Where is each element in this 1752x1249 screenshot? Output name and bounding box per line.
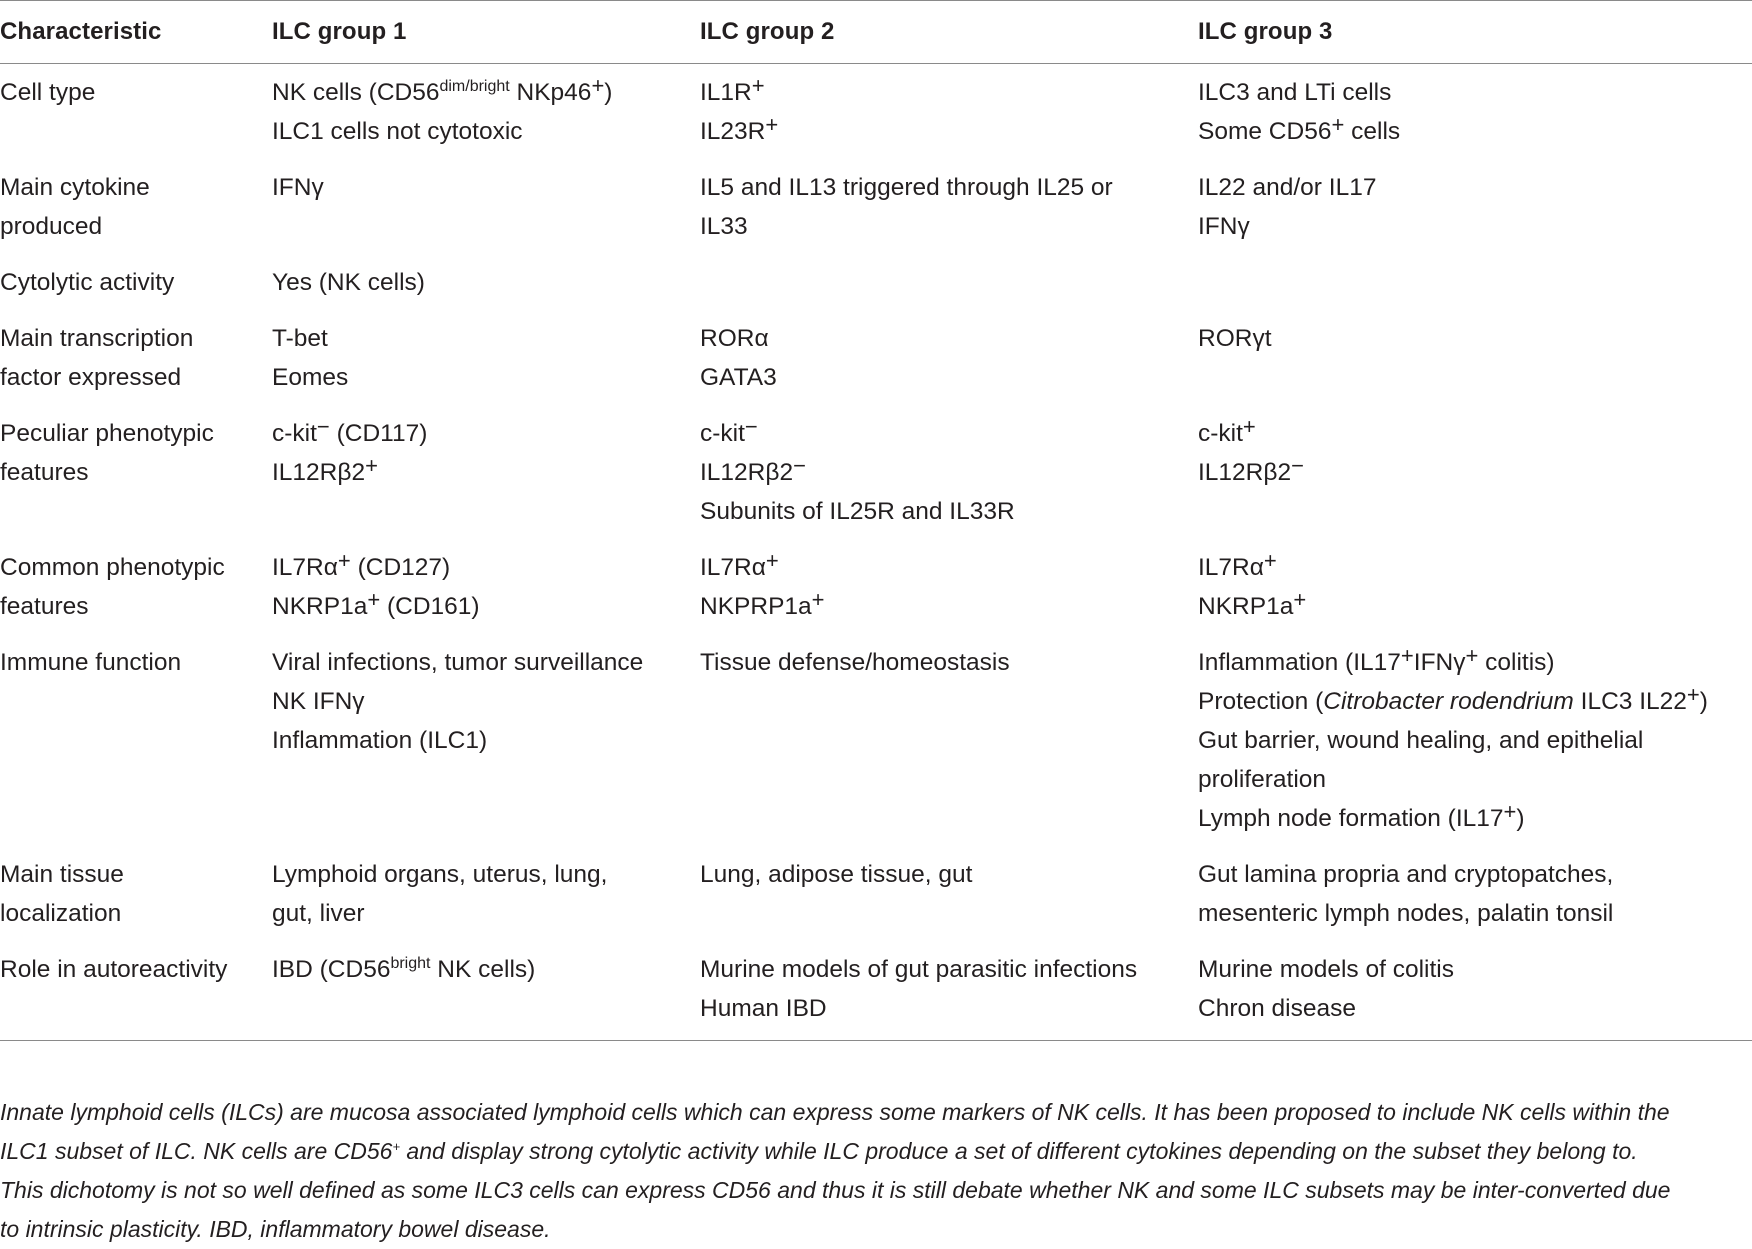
cell-line: T-bet (272, 325, 328, 352)
header-ilc-group-2: ILC group 2 (700, 18, 835, 45)
cell-ilc-group-1 (272, 846, 700, 941)
cell-characteristic (0, 64, 272, 160)
cell-line: Gut lamina propria and cryptopatches, (1198, 861, 1614, 888)
cell-line: IL33 (700, 213, 748, 240)
cell-line: Protection (Citrobacter rodendrium ILC3 IL22+) (1198, 682, 1708, 715)
cell-ilc-group-2 (700, 846, 1198, 941)
table-row (0, 254, 1752, 310)
cell-ilc-group-1 (272, 310, 700, 405)
cell-ilc-group-1 (272, 539, 700, 634)
cell-line: c-kit+ (1198, 414, 1256, 447)
cell-line: c-kit− (CD117) (272, 414, 428, 447)
cell-line: Inflammation (IL17+IFNγ+ colitis) (1198, 643, 1555, 676)
table-row (0, 941, 1752, 1041)
header-row (0, 1, 1752, 64)
cell-line: Lung, adipose tissue, gut (700, 861, 973, 888)
cell-ilc-group-2 (700, 159, 1198, 254)
cell-line: NKPRP1a+ (700, 587, 825, 620)
table-row (0, 310, 1752, 405)
cell-ilc-group-1 (272, 254, 700, 310)
footnote-line: ILC1 subset of ILC. NK cells are CD56+ and display strong cytolytic activity while ILC produce a set of different cytokines depending on the subset they belong to. (0, 1138, 1638, 1164)
cell-line: proliferation (1198, 766, 1327, 793)
cell-line: ILC3 and LTi cells (1198, 79, 1392, 106)
cell-line: Main cytokine (0, 174, 150, 201)
cell-line: IBD ($CD56^{bright}$ NK cells) (272, 955, 536, 983)
cell-characteristic (0, 159, 272, 254)
cell-line: mesenteric lymph nodes, palatin tonsil (1198, 900, 1614, 927)
cell-ilc-group-2 (700, 254, 1198, 310)
cell-line: NKRP1a+ (CD161) (272, 587, 480, 620)
table-row (0, 634, 1752, 846)
table-row (0, 405, 1752, 539)
cell-line: IL23R+ (700, 112, 779, 145)
cell-line: Yes (NK cells) (272, 269, 425, 296)
cell-ilc-group-1 (272, 159, 700, 254)
cell-line: IL12Rβ2− (700, 453, 806, 486)
cell-line: Some CD56+ cells (1198, 112, 1401, 145)
cell-ilc-group-2 (700, 64, 1198, 160)
cell-ilc-group-3 (1198, 64, 1752, 160)
cell-ilc-group-2 (700, 634, 1198, 846)
table-row (0, 64, 1752, 160)
table-row (0, 846, 1752, 941)
cell-line: Murine models of gut parasitic infections (700, 956, 1138, 983)
footnote-line: Innate lymphoid cells (ILCs) are mucosa associated lymphoid cells which can express some markers of NK cells. It has been proposed to include NK cells within the (0, 1099, 1670, 1125)
cell-line: produced (0, 213, 103, 240)
cell-ilc-group-1 (272, 941, 700, 1041)
cell-line: RORα (700, 325, 769, 352)
cell-characteristic (0, 254, 272, 310)
cell-ilc-group-2 (700, 405, 1198, 539)
cell-line: RORγt (1198, 325, 1272, 352)
cell-line: IFNγ (1198, 213, 1250, 240)
cell-line: Chron disease (1198, 995, 1356, 1022)
cell-line: Common phenotypic (0, 554, 225, 581)
cell-ilc-group-3 (1198, 254, 1752, 310)
cell-characteristic (0, 539, 272, 634)
cell-line: GATA3 (700, 364, 777, 391)
header-ilc-group-1: ILC group 1 (272, 18, 407, 45)
cell-line: IFNγ (272, 174, 324, 201)
cell-ilc-group-2 (700, 941, 1198, 1041)
cell-line: Murine models of colitis (1198, 956, 1454, 983)
cell-line: Main tissue (0, 861, 124, 888)
table-header (0, 1, 1752, 64)
cell-line: Cell type (0, 79, 96, 106)
cell-line: IL12Rβ2− (1198, 453, 1304, 486)
cell-ilc-group-3 (1198, 634, 1752, 846)
cell-line: Immune function (0, 649, 182, 676)
cell-line: Subunits of IL25R and IL33R (700, 498, 1015, 525)
cell-line: Gut barrier, wound healing, and epithelial (1198, 727, 1644, 754)
cell-characteristic (0, 310, 272, 405)
table-footnote (0, 1093, 1752, 1249)
cell-ilc-group-3 (1198, 159, 1752, 254)
cell-characteristic (0, 405, 272, 539)
cell-line: c-kit− (700, 414, 758, 447)
cell-ilc-group-3 (1198, 941, 1752, 1041)
cell-ilc-group-3 (1198, 405, 1752, 539)
cell-ilc-group-1 (272, 405, 700, 539)
cell-line: Role in autoreactivity (0, 956, 228, 983)
cell-ilc-group-1 (272, 64, 700, 160)
cell-line: Tissue defense/homeostasis (700, 649, 1010, 676)
header-characteristic: Characteristic (0, 18, 162, 45)
cell-line: Eomes (272, 364, 349, 391)
cell-line: Main transcription (0, 325, 194, 352)
table-body (0, 64, 1752, 1041)
cell-ilc-group-1 (272, 634, 700, 846)
cell-line: IL12Rβ2+ (272, 453, 378, 486)
cell-line: localization (0, 900, 122, 927)
table-row (0, 539, 1752, 634)
cell-line: IL5 and IL13 triggered through IL25 or (700, 174, 1113, 201)
cell-characteristic (0, 941, 272, 1041)
cell-ilc-group-2 (700, 310, 1198, 405)
cell-line: features (0, 593, 89, 620)
cell-ilc-group-3 (1198, 310, 1752, 405)
table-row (0, 159, 1752, 254)
cell-ilc-group-2 (700, 539, 1198, 634)
cell-characteristic (0, 634, 272, 846)
cell-line: ILC1 cells not cytotoxic (272, 118, 523, 145)
cell-ilc-group-3 (1198, 846, 1752, 941)
cell-line: Peculiar phenotypic (0, 420, 214, 447)
cell-line: Lymph node formation (IL17+) (1198, 799, 1525, 832)
cell-line: NK IFNγ (272, 688, 365, 715)
cell-line: Lymphoid organs, uterus, lung, (272, 861, 608, 888)
footnote-line: to intrinsic plasticity. IBD, inflammatory bowel disease. (0, 1216, 551, 1242)
cell-line: IL1R+ (700, 73, 765, 106)
footnote-line: This dichotomy is not so well defined as some ILC3 cells can express CD56 and thus it is still debate whether NK and some ILC subsets may be inter-converted due (0, 1177, 1671, 1203)
cell-line: NKRP1a+ (1198, 587, 1307, 620)
cell-line: Human IBD (700, 995, 827, 1022)
cell-line: Viral infections, tumor surveillance (272, 649, 644, 676)
cell-line: IL7Rα+ (CD127) (272, 548, 451, 581)
header-ilc-group-3: ILC group 3 (1198, 18, 1333, 45)
cell-line: Inflammation (ILC1) (272, 727, 488, 754)
cell-line: gut, liver (272, 900, 365, 927)
cell-line: IL7Rα+ (700, 548, 779, 581)
cell-line: IL22 and/or IL17 (1198, 174, 1377, 201)
cell-line: factor expressed (0, 364, 182, 391)
cell-line: NK cells ($CD56^{dim/bright}$ NKp46+) (272, 73, 613, 106)
cell-line: Cytolytic activity (0, 269, 175, 296)
cell-ilc-group-3 (1198, 539, 1752, 634)
cell-line: IL7Rα+ (1198, 548, 1277, 581)
cell-characteristic (0, 846, 272, 941)
cell-line: features (0, 459, 89, 486)
